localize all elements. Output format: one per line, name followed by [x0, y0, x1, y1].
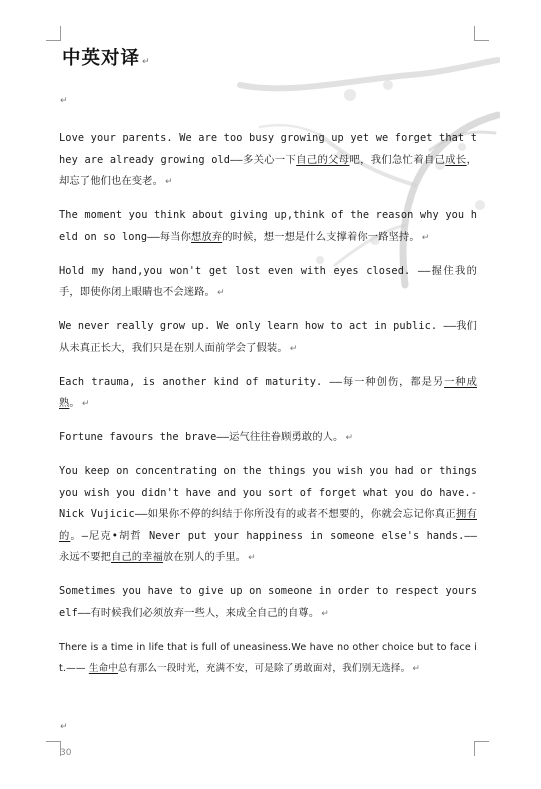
paragraph-text: 吧，我们急忙着自己 — [349, 153, 446, 166]
paragraph-mark-icon: ↵ — [60, 722, 68, 732]
paragraph — [59, 637, 477, 681]
paragraph-mark-icon: ↵ — [412, 664, 421, 674]
margin-corner-top-right — [474, 26, 489, 41]
paragraph — [59, 372, 477, 416]
paragraph-text: Hold my hand,you won't get lost even with eyes closed. ——握住我的手，即使你闭上眼睛也不会迷路。 — [59, 264, 477, 298]
margin-corner-top-left — [46, 26, 61, 41]
document-body — [59, 128, 477, 692]
paragraph-text: 放在别人的手里。 — [162, 551, 247, 563]
paragraph-mark-icon: ↵ — [81, 399, 90, 409]
paragraph — [59, 205, 477, 249]
paragraph-text: We never really grow up. We only learn how to act in public. ——我们从未真正长大，我们只是在别人面前学会了假装。 — [59, 320, 477, 354]
paragraph-mark-icon: ↵ — [164, 177, 173, 187]
paragraph-text: The moment you think about giving up,think of the reason why you held on so long——每当你 — [59, 209, 477, 243]
paragraph-text: Fortune favours the brave——运气往往眷顾勇敢的人。 — [59, 431, 344, 443]
underlined-text: 成长 — [445, 153, 467, 166]
paragraph-text: There is a time in life that is full of uneasiness.We have no other choice but to face it.—— — [59, 641, 477, 674]
underlined-text: 生命中 — [88, 663, 119, 674]
margin-corner-bottom-right — [474, 741, 489, 756]
paragraph-text: ，却忘了他们也在变老。 — [59, 153, 477, 187]
paragraph-mark-icon: ↵ — [421, 232, 430, 243]
title-text: 中英对译 — [62, 48, 141, 69]
margin-corner-bottom-left — [46, 741, 61, 756]
paragraph — [59, 316, 477, 360]
underlined-text: 想放弃 — [190, 230, 223, 243]
document-title — [62, 44, 151, 70]
paragraph-text: Love your parents. We are too busy growing up yet we forget that they are already growing old——多关心一下 — [59, 132, 477, 166]
paragraph-mark-icon: ↵ — [248, 553, 256, 563]
paragraph — [59, 461, 477, 570]
paragraph — [59, 128, 477, 194]
paragraph — [59, 261, 477, 305]
underlined-text: 拥有的 — [59, 508, 477, 542]
underlined-text: 自己的父母 — [296, 153, 350, 166]
paragraph-text: Each trauma, is another kind of maturity. ——每一种创伤，都是另 — [59, 375, 445, 388]
paragraph-text: 总有那么一段时光，充满不安，可是除了勇敢面对，我们别无选择。 — [118, 663, 411, 674]
paragraph-text: 的时候，想一想是什么支撑着你一路坚持。 — [222, 230, 420, 243]
paragraph-mark-icon: ↵ — [321, 608, 329, 619]
paragraph-text: Sometimes you have to give up on someone in order to respect yourself——有时候我们必须放弃一些人，来成全自己的自尊。 — [59, 585, 477, 619]
paragraph-mark-icon: ↵ — [345, 433, 354, 443]
page-number — [60, 748, 71, 758]
paragraph — [59, 427, 477, 450]
page-number-text: 30 — [60, 748, 72, 758]
paragraph-text: You keep on concentrating on the things you wish you had or things you wish you didn't have and you sort of forget what you do have.-Nick Vujicic——如果你不停的纠结于你所没有的或者不想要的，你就会忘记你真正 — [59, 465, 477, 520]
paragraph — [59, 581, 477, 625]
paragraph-text: 。—尼克•胡哲 Never put your happiness in someone else's hands.—— 永远不要把 — [59, 529, 477, 563]
paragraph-mark-icon: ↵ — [60, 96, 68, 106]
paragraph-mark-icon: ↵ — [216, 288, 225, 298]
underlined-text: 一种成熟 — [59, 375, 477, 409]
paragraph-text: 。 — [69, 397, 80, 409]
underlined-text: 自己的幸福 — [110, 551, 163, 563]
paragraph-mark-icon: ↵ — [142, 57, 151, 67]
paragraph-mark-icon: ↵ — [289, 343, 298, 354]
